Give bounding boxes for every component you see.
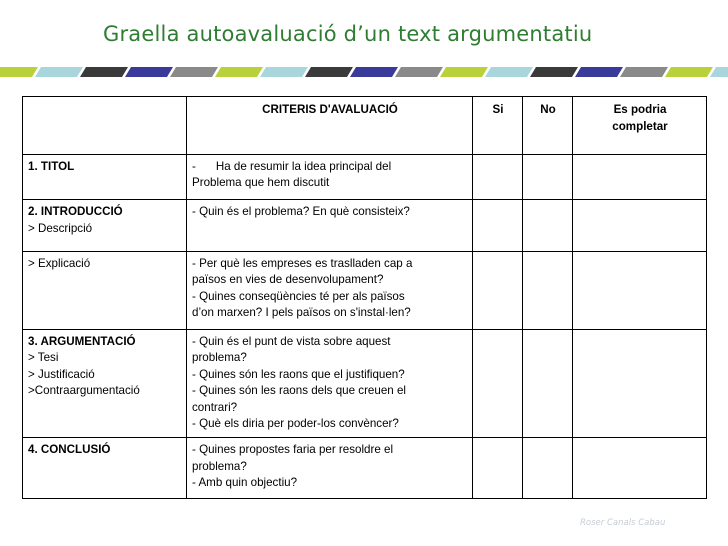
section-cell bbox=[23, 438, 187, 499]
stripe-segment bbox=[575, 67, 623, 77]
bullet-dash: - bbox=[192, 159, 196, 173]
subsection-label: > Explicació bbox=[28, 256, 91, 270]
stripe-segment bbox=[395, 67, 443, 77]
decorative-stripe bbox=[0, 66, 728, 78]
yes-cell[interactable] bbox=[473, 438, 523, 499]
stripe-segment bbox=[260, 67, 308, 77]
stripe-segment bbox=[80, 67, 128, 77]
criteria-line: contrari? bbox=[192, 400, 238, 414]
stripe-segment bbox=[350, 67, 398, 77]
could-complete-cell[interactable] bbox=[573, 251, 707, 329]
section-title: 2. INTRODUCCIÓ bbox=[28, 205, 123, 219]
yes-cell[interactable] bbox=[473, 154, 523, 200]
criteria-cell bbox=[187, 200, 473, 252]
criteria-line: - Amb quin objectiu? bbox=[192, 476, 298, 490]
header-row bbox=[23, 97, 707, 155]
criteria-line: - Quines són les raons dels que creuen el bbox=[192, 384, 406, 398]
header-yes: Si bbox=[473, 97, 523, 155]
stripe-segment bbox=[620, 67, 668, 77]
yes-cell[interactable] bbox=[473, 329, 523, 437]
criteria-line: problema? bbox=[192, 459, 247, 473]
criteria-line: - Quin és el punt de vista sobre aquest bbox=[192, 334, 391, 348]
stripe-segment bbox=[125, 67, 173, 77]
table-row bbox=[23, 200, 707, 252]
subsection-label: >Contraargumentació bbox=[28, 384, 140, 398]
page-title: Graella autoavaluació d’un text argumentatiu bbox=[103, 22, 593, 46]
stripe-segment bbox=[35, 67, 83, 77]
criteria-line: - Quines són les raons que el justifiquen? bbox=[192, 367, 405, 381]
no-cell[interactable] bbox=[523, 438, 573, 499]
yes-cell[interactable] bbox=[473, 200, 523, 252]
criteria-line: - Quines propostes faria per resoldre el bbox=[192, 443, 394, 457]
evaluation-grid bbox=[22, 96, 707, 499]
section-title: 1. TITOL bbox=[28, 159, 75, 173]
stripe-segment bbox=[0, 67, 38, 77]
section-title: 4. CONCLUSIÓ bbox=[28, 443, 111, 457]
subsection-label: > Tesi bbox=[28, 351, 59, 365]
section-cell bbox=[23, 329, 187, 437]
no-cell[interactable] bbox=[523, 200, 573, 252]
stripe-segment bbox=[665, 67, 713, 77]
stripe-segment bbox=[440, 67, 488, 77]
criteria-line bbox=[192, 159, 468, 176]
stripe-segment bbox=[215, 67, 263, 77]
section-cell bbox=[23, 200, 187, 252]
table-row bbox=[23, 154, 707, 200]
criteria-cell bbox=[187, 154, 473, 200]
stripe-segment bbox=[530, 67, 578, 77]
no-cell[interactable] bbox=[523, 329, 573, 437]
header-empty-cell bbox=[23, 97, 187, 155]
section-title: 3. ARGUMENTACIÓ bbox=[28, 334, 136, 348]
criteria-line: - Quines conseqüències té per als països bbox=[192, 289, 405, 303]
stripe-segment bbox=[305, 67, 353, 77]
criteria-cell bbox=[187, 438, 473, 499]
no-cell[interactable] bbox=[523, 251, 573, 329]
header-no: No bbox=[523, 97, 573, 155]
section-cell bbox=[23, 154, 187, 200]
criteria-line: d’on marxen? I pels països on s'instal·len? bbox=[192, 306, 411, 320]
stripe-segment bbox=[485, 67, 533, 77]
header-could-complete-line-1: Es podria bbox=[613, 103, 667, 116]
criteria-line: països en vies de desenvolupament? bbox=[192, 273, 384, 287]
subsection-label: > Descripció bbox=[28, 221, 93, 235]
criteria-line: - Què els diria per poder-los convèncer? bbox=[192, 417, 399, 431]
criteria-line: - Quin és el problema? En què consisteix? bbox=[192, 205, 410, 219]
could-complete-cell[interactable] bbox=[573, 154, 707, 200]
no-cell[interactable] bbox=[523, 154, 573, 200]
criteria-text: Ha de resumir la idea principal del bbox=[215, 159, 392, 173]
criteria-line: Problema que hem discutit bbox=[192, 176, 330, 190]
table-row bbox=[23, 251, 707, 329]
table-row bbox=[23, 329, 707, 437]
criteria-line: - Per què les empreses es traslladen cap a bbox=[192, 256, 413, 270]
criteria-cell bbox=[187, 329, 473, 437]
yes-cell[interactable] bbox=[473, 251, 523, 329]
stripe-segment bbox=[710, 67, 728, 77]
table-row bbox=[23, 438, 707, 499]
header-could-complete-line-2: completar bbox=[612, 119, 668, 133]
header-could-complete bbox=[573, 97, 707, 155]
could-complete-cell[interactable] bbox=[573, 200, 707, 252]
could-complete-cell[interactable] bbox=[573, 438, 707, 499]
author-credit: Roser Canals Cabau bbox=[580, 518, 666, 528]
stripe-segment bbox=[170, 67, 218, 77]
criteria-line: problema? bbox=[192, 351, 247, 365]
section-cell bbox=[23, 251, 187, 329]
header-criteria: CRITERIS D'AVALUACIÓ bbox=[187, 97, 473, 155]
criteria-cell bbox=[187, 251, 473, 329]
subsection-label: > Justificació bbox=[28, 367, 95, 381]
could-complete-cell[interactable] bbox=[573, 329, 707, 437]
